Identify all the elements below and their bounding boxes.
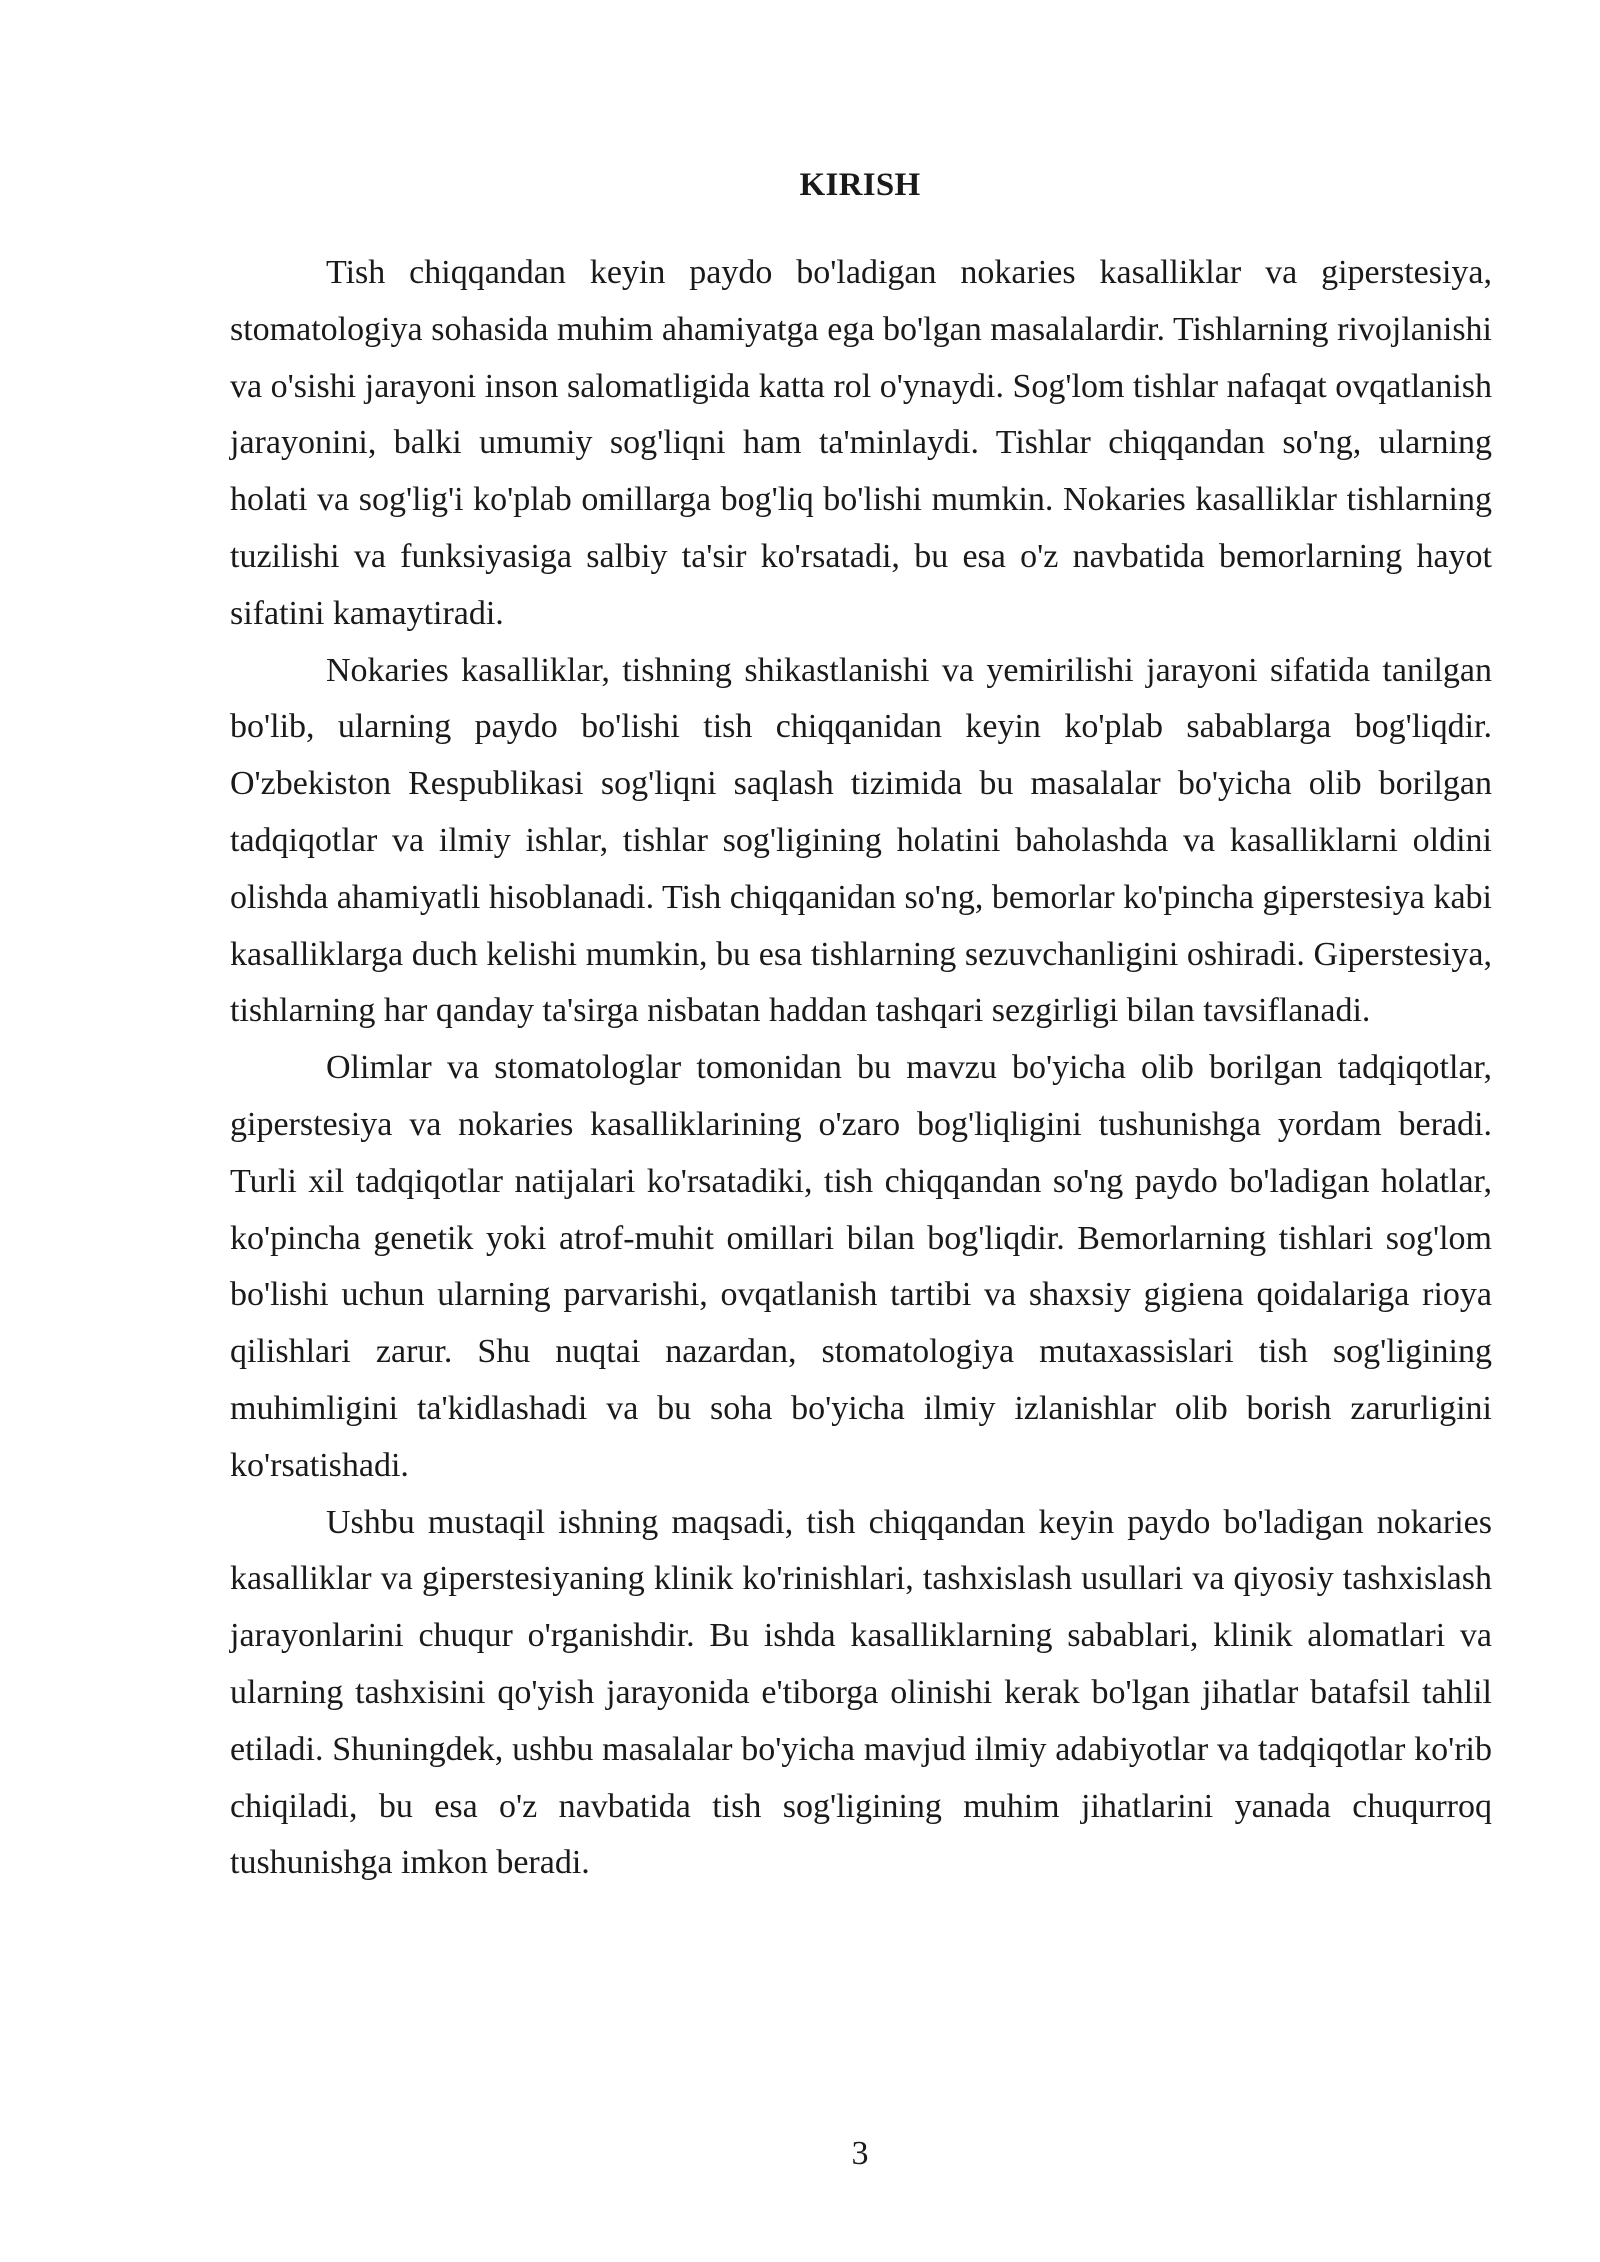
body-text — [230, 245, 1492, 1892]
paragraph-2: Nokaries kasalliklar, tishning shikastlanishi va yemirilishi jarayoni sifatida tanilgan bo'lib, ularning paydo bo'lishi tish chiqqanidan keyin ko'plab sabablarga bog'liqdir. O'zbekiston Respublikasi sog'liqni saqlash tizimida bu masalalar bo'yicha olib borilgan tadqiqotlar va ilmiy ishlar, tishlar sog'ligining holatini baholashda va kasalliklarni oldini olishda ahamiyatli hisoblanadi. Tish chiqqanidan so'ng, bemorlar ko'pincha giperstesiya kabi kasalliklarga duch kelishi mumkin, bu esa tishlarning sezuvchanligini oshiradi. Giperstesiya, tishlarning har qanday ta'sirga nisbatan haddan tashqari sezgirligi bilan tavsiflanadi. — [230, 651, 1492, 1030]
section-title: KIRISH — [799, 167, 921, 203]
paragraph-4: Ushbu mustaqil ishning maqsadi, tish chiqqandan keyin paydo bo'ladigan nokaries kasalliklar va giperstesiyaning klinik ko'rinishlari, tashxislash usullari va qiyosiy tashxislash jarayonlarini chuqur o'rganishdir. Bu ishda kasalliklarning sabablari, klinik alomatlari va ularning tashxisini qo'yish jarayonida e'tiborga olinishi kerak bo'lgan jihatlar batafsil tahlil etiladi. Shuningdek, ushbu masalalar bo'yicha mavjud ilmiy adabiyotlar va tadqiqotlar ko'rib chiqiladi, bu esa o'z navbatida tish sog'ligining muhim jihatlarini yanada chuqurroq tushunishga imkon beradi. — [230, 1503, 1492, 1882]
paragraph-3: Olimlar va stomatologlar tomonidan bu mavzu bo'yicha olib borilgan tadqiqotlar, giperstesiya va nokaries kasalliklarining o'zaro bog'liqligini tushunishga yordam beradi. Turli xil tadqiqotlar natijalari ko'rsatadiki, tish chiqqandan so'ng paydo bo'ladigan holatlar, ko'pincha genetik yoki atrof-muhit omillari bilan bog'liqdir. Bemorlarning tishlari sog'lom bo'lishi uchun ularning parvarishi, ovqatlanish tartibi va shaxsiy gigiena qoidalariga rioya qilishlari zarur. Shu nuqtai nazardan, stomatologiya mutaxassislari tish sog'ligining muhimligini ta'kidlashadi va bu soha bo'yicha ilmiy izlanishlar olib borish zarurligini ko'rsatishadi. — [230, 1049, 1492, 1484]
paragraph-1: Tish chiqqandan keyin paydo bo'ladigan nokaries kasalliklar va giperstesiya, stomatologiya sohasida muhim ahamiyatga ega bo'lgan masalalardir. Tishlarning rivojlanishi va o'sishi jarayoni inson salomatligida katta rol o'ynaydi. Sog'lom tishlar nafaqat ovqatlanish jarayonini, balki umumiy sog'liqni ham ta'minlaydi. Tishlar chiqqandan so'ng, ularning holati va sog'lig'i ko'plab omillarga bog'liq bo'lishi mumkin. Nokaries kasalliklar tishlarning tuzilishi va funksiyasiga salbiy ta'sir ko'rsatadi, bu esa o'z navbatida bemorlarning hayot sifatini kamaytiradi. — [230, 254, 1492, 632]
page-number: 3 — [851, 2135, 869, 2172]
